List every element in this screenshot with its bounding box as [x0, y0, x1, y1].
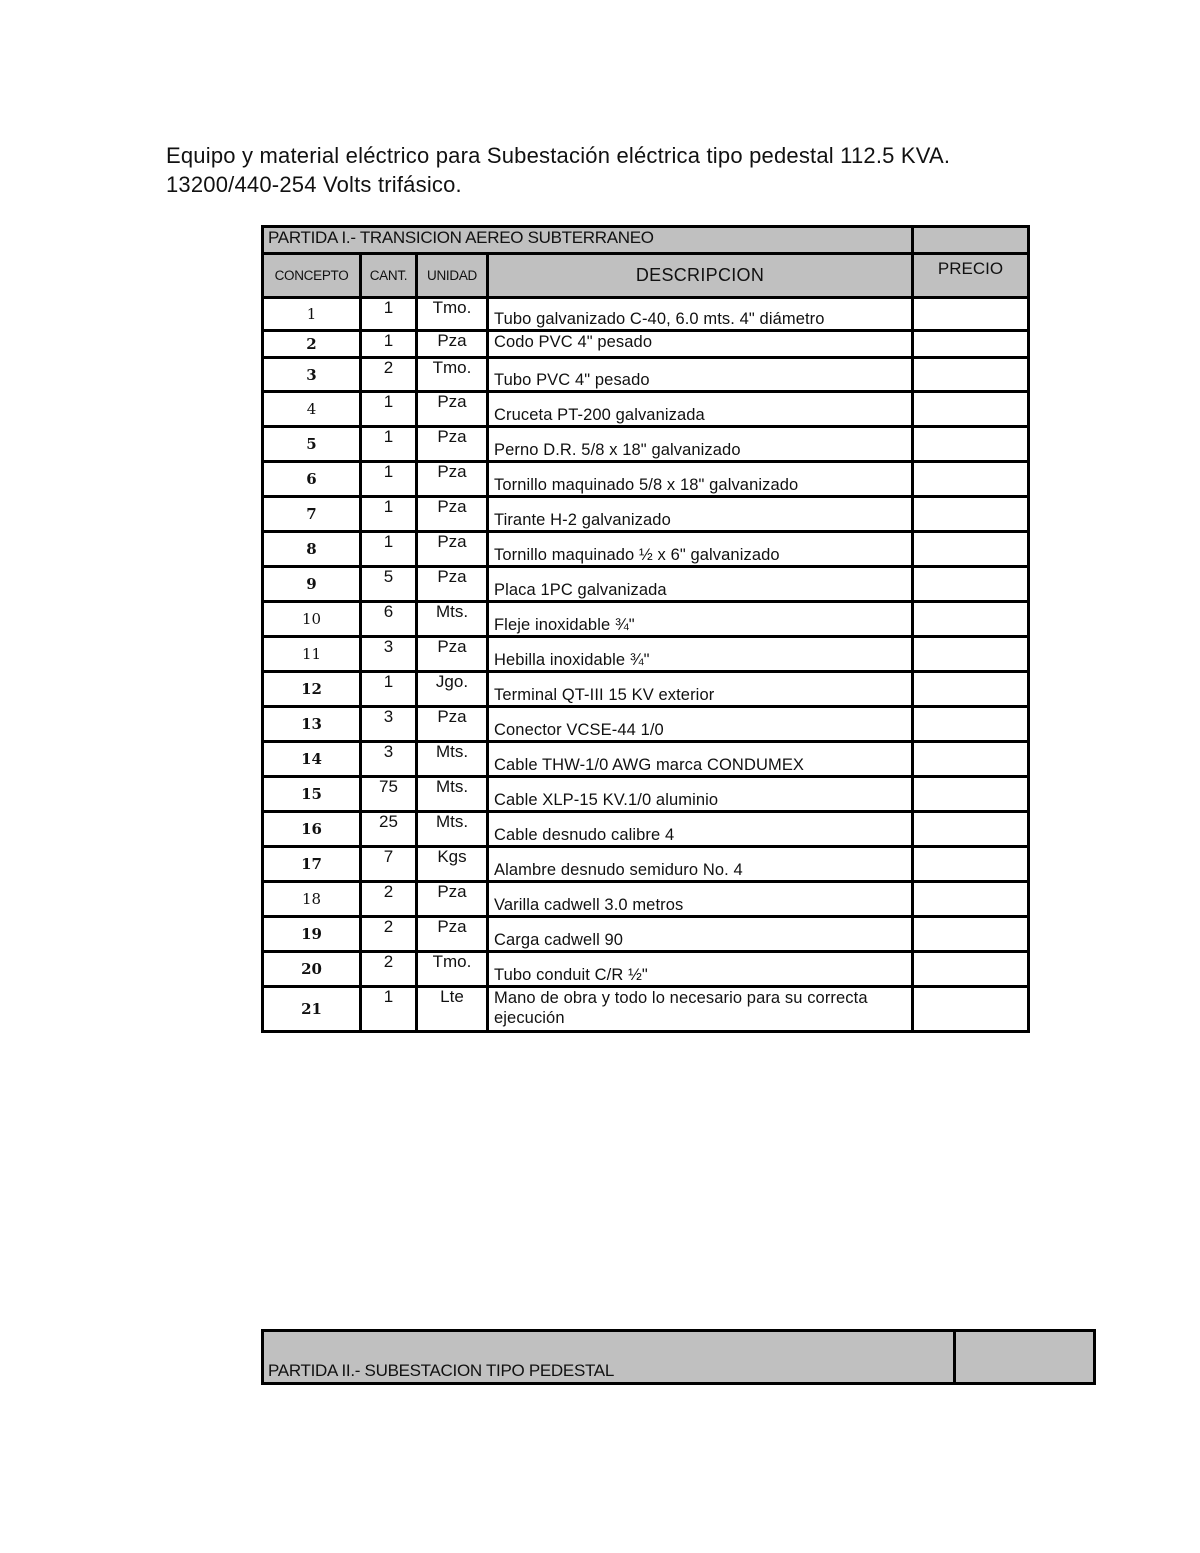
- partida-1-title-price-cell: [913, 227, 1029, 254]
- unidad-cell: Pza: [417, 637, 488, 672]
- unidad-cell: Pza: [417, 532, 488, 567]
- table-row: [263, 358, 1029, 392]
- header-precio: PRECIO: [913, 254, 1029, 298]
- cant-cell: 1: [361, 497, 417, 532]
- partida-2-title: PARTIDA II.- SUBESTACION TIPO PEDESTAL: [263, 1331, 955, 1384]
- cant-cell: 2: [361, 917, 417, 952]
- unidad-cell: Jgo.: [417, 672, 488, 707]
- table-row: [263, 882, 1029, 917]
- column-header-row: [263, 254, 1029, 298]
- table-row: [263, 331, 1029, 358]
- precio-cell: [913, 358, 1029, 392]
- concepto-cell: 8: [263, 532, 361, 567]
- precio-cell: [913, 917, 1029, 952]
- concepto-cell: 13: [263, 707, 361, 742]
- descripcion-cell: Fleje inoxidable ¾": [488, 602, 913, 637]
- table-row: [263, 672, 1029, 707]
- cant-cell: 5: [361, 567, 417, 602]
- descripcion-cell: Cable XLP-15 KV.1/0 aluminio: [488, 777, 913, 812]
- concepto-cell: 15: [263, 777, 361, 812]
- table-row: [263, 987, 1029, 1032]
- unidad-cell: Tmo.: [417, 298, 488, 331]
- concepto-cell: 4: [263, 392, 361, 427]
- unidad-cell: Mts.: [417, 812, 488, 847]
- descripcion-cell: Varilla cadwell 3.0 metros: [488, 882, 913, 917]
- unidad-cell: Pza: [417, 917, 488, 952]
- precio-cell: [913, 812, 1029, 847]
- descripcion-cell: Carga cadwell 90: [488, 917, 913, 952]
- table-row: [263, 847, 1029, 882]
- table-row: [263, 637, 1029, 672]
- descripcion-cell: Tirante H-2 galvanizado: [488, 497, 913, 532]
- table-row: [263, 952, 1029, 987]
- table-row: [263, 532, 1029, 567]
- unidad-cell: Tmo.: [417, 358, 488, 392]
- unidad-cell: Mts.: [417, 742, 488, 777]
- precio-cell: [913, 532, 1029, 567]
- descripcion-cell: Cable desnudo calibre 4: [488, 812, 913, 847]
- cant-cell: 3: [361, 637, 417, 672]
- unidad-cell: Lte: [417, 987, 488, 1032]
- concepto-cell: 10: [263, 602, 361, 637]
- cant-cell: 25: [361, 812, 417, 847]
- cant-cell: 75: [361, 777, 417, 812]
- precio-cell: [913, 602, 1029, 637]
- document-title: [166, 141, 1126, 199]
- table-row: [263, 462, 1029, 497]
- concepto-cell: 9: [263, 567, 361, 602]
- descripcion-cell: Perno D.R. 5/8 x 18" galvanizado: [488, 427, 913, 462]
- cant-cell: 2: [361, 882, 417, 917]
- partida-1-title: PARTIDA I.- TRANSICION AEREO SUBTERRANEO: [263, 227, 913, 254]
- descripcion-cell: Tubo PVC 4" pesado: [488, 358, 913, 392]
- precio-cell: [913, 392, 1029, 427]
- unidad-cell: Mts.: [417, 777, 488, 812]
- table-row: [263, 742, 1029, 777]
- cant-cell: 2: [361, 952, 417, 987]
- cant-cell: 1: [361, 532, 417, 567]
- descripcion-cell: Placa 1PC galvanizada: [488, 567, 913, 602]
- cant-cell: 1: [361, 331, 417, 358]
- header-unidad: UNIDAD: [417, 254, 488, 298]
- unidad-cell: Pza: [417, 882, 488, 917]
- title-line-1: Equipo y material eléctrico para Subestación eléctrica tipo pedestal 112.5 KVA.: [166, 143, 951, 168]
- table-row: [263, 917, 1029, 952]
- partida-2-price-cell: [955, 1331, 1095, 1384]
- table-row: [263, 602, 1029, 637]
- precio-cell: [913, 462, 1029, 497]
- precio-cell: [913, 567, 1029, 602]
- concepto-cell: 19: [263, 917, 361, 952]
- header-concepto: CONCEPTO: [263, 254, 361, 298]
- title-line-2: 13200/440-254 Volts trifásico.: [166, 172, 462, 197]
- concepto-cell: 1: [263, 298, 361, 331]
- concepto-cell: 16: [263, 812, 361, 847]
- descripcion-cell: Alambre desnudo semiduro No. 4: [488, 847, 913, 882]
- precio-cell: [913, 952, 1029, 987]
- precio-cell: [913, 298, 1029, 331]
- unidad-cell: Pza: [417, 331, 488, 358]
- cant-cell: 1: [361, 672, 417, 707]
- precio-cell: [913, 637, 1029, 672]
- descripcion-cell: Tornillo maquinado ½ x 6" galvanizado: [488, 532, 913, 567]
- table-row: [263, 392, 1029, 427]
- cant-cell: 1: [361, 298, 417, 331]
- table-row: [263, 497, 1029, 532]
- partida-2-title-row: [263, 1331, 1095, 1384]
- descripcion-cell: Terminal QT-III 15 KV exterior: [488, 672, 913, 707]
- unidad-cell: Tmo.: [417, 952, 488, 987]
- cant-cell: 7: [361, 847, 417, 882]
- concepto-cell: 21: [263, 987, 361, 1032]
- unidad-cell: Pza: [417, 392, 488, 427]
- precio-cell: [913, 882, 1029, 917]
- table-row: [263, 707, 1029, 742]
- table-row: [263, 567, 1029, 602]
- descripcion-cell: Tornillo maquinado 5/8 x 18" galvanizado: [488, 462, 913, 497]
- table-row: [263, 427, 1029, 462]
- cant-cell: 3: [361, 707, 417, 742]
- cant-cell: 2: [361, 358, 417, 392]
- unidad-cell: Pza: [417, 567, 488, 602]
- descripcion-cell: Conector VCSE-44 1/0: [488, 707, 913, 742]
- table-row: [263, 812, 1029, 847]
- precio-cell: [913, 707, 1029, 742]
- descripcion-cell: Codo PVC 4" pesado: [488, 331, 913, 358]
- precio-cell: [913, 427, 1029, 462]
- concepto-cell: 6: [263, 462, 361, 497]
- header-descripcion: DESCRIPCION: [488, 254, 913, 298]
- unidad-cell: Pza: [417, 707, 488, 742]
- concepto-cell: 2: [263, 331, 361, 358]
- concepto-cell: 20: [263, 952, 361, 987]
- partida-1-title-row: [263, 227, 1029, 254]
- header-cant: CANT.: [361, 254, 417, 298]
- unidad-cell: Kgs: [417, 847, 488, 882]
- concepto-cell: 11: [263, 637, 361, 672]
- precio-cell: [913, 672, 1029, 707]
- unidad-cell: Mts.: [417, 602, 488, 637]
- concepto-cell: 14: [263, 742, 361, 777]
- partida-1-table: [261, 225, 1030, 1033]
- concepto-cell: 12: [263, 672, 361, 707]
- cant-cell: 1: [361, 987, 417, 1032]
- cant-cell: 3: [361, 742, 417, 777]
- concepto-cell: 7: [263, 497, 361, 532]
- precio-cell: [913, 331, 1029, 358]
- concepto-cell: 3: [263, 358, 361, 392]
- partida-2-table: [261, 1329, 1096, 1385]
- precio-cell: [913, 497, 1029, 532]
- cant-cell: 6: [361, 602, 417, 637]
- precio-cell: [913, 777, 1029, 812]
- cant-cell: 1: [361, 392, 417, 427]
- unidad-cell: Pza: [417, 497, 488, 532]
- concepto-cell: 17: [263, 847, 361, 882]
- descripcion-cell: Mano de obra y todo lo necesario para su correcta ejecución: [488, 987, 913, 1032]
- descripcion-cell: Hebilla inoxidable ¾": [488, 637, 913, 672]
- descripcion-cell: Cable THW-1/0 AWG marca CONDUMEX: [488, 742, 913, 777]
- precio-cell: [913, 987, 1029, 1032]
- descripcion-cell: Tubo conduit C/R ½": [488, 952, 913, 987]
- descripcion-cell: Tubo galvanizado C-40, 6.0 mts. 4" diámetro: [488, 298, 913, 331]
- concepto-cell: 18: [263, 882, 361, 917]
- concepto-cell: 5: [263, 427, 361, 462]
- unidad-cell: Pza: [417, 462, 488, 497]
- precio-cell: [913, 742, 1029, 777]
- precio-cell: [913, 847, 1029, 882]
- cant-cell: 1: [361, 427, 417, 462]
- descripcion-cell: Cruceta PT-200 galvanizada: [488, 392, 913, 427]
- table-row: [263, 298, 1029, 331]
- cant-cell: 1: [361, 462, 417, 497]
- table-row: [263, 777, 1029, 812]
- unidad-cell: Pza: [417, 427, 488, 462]
